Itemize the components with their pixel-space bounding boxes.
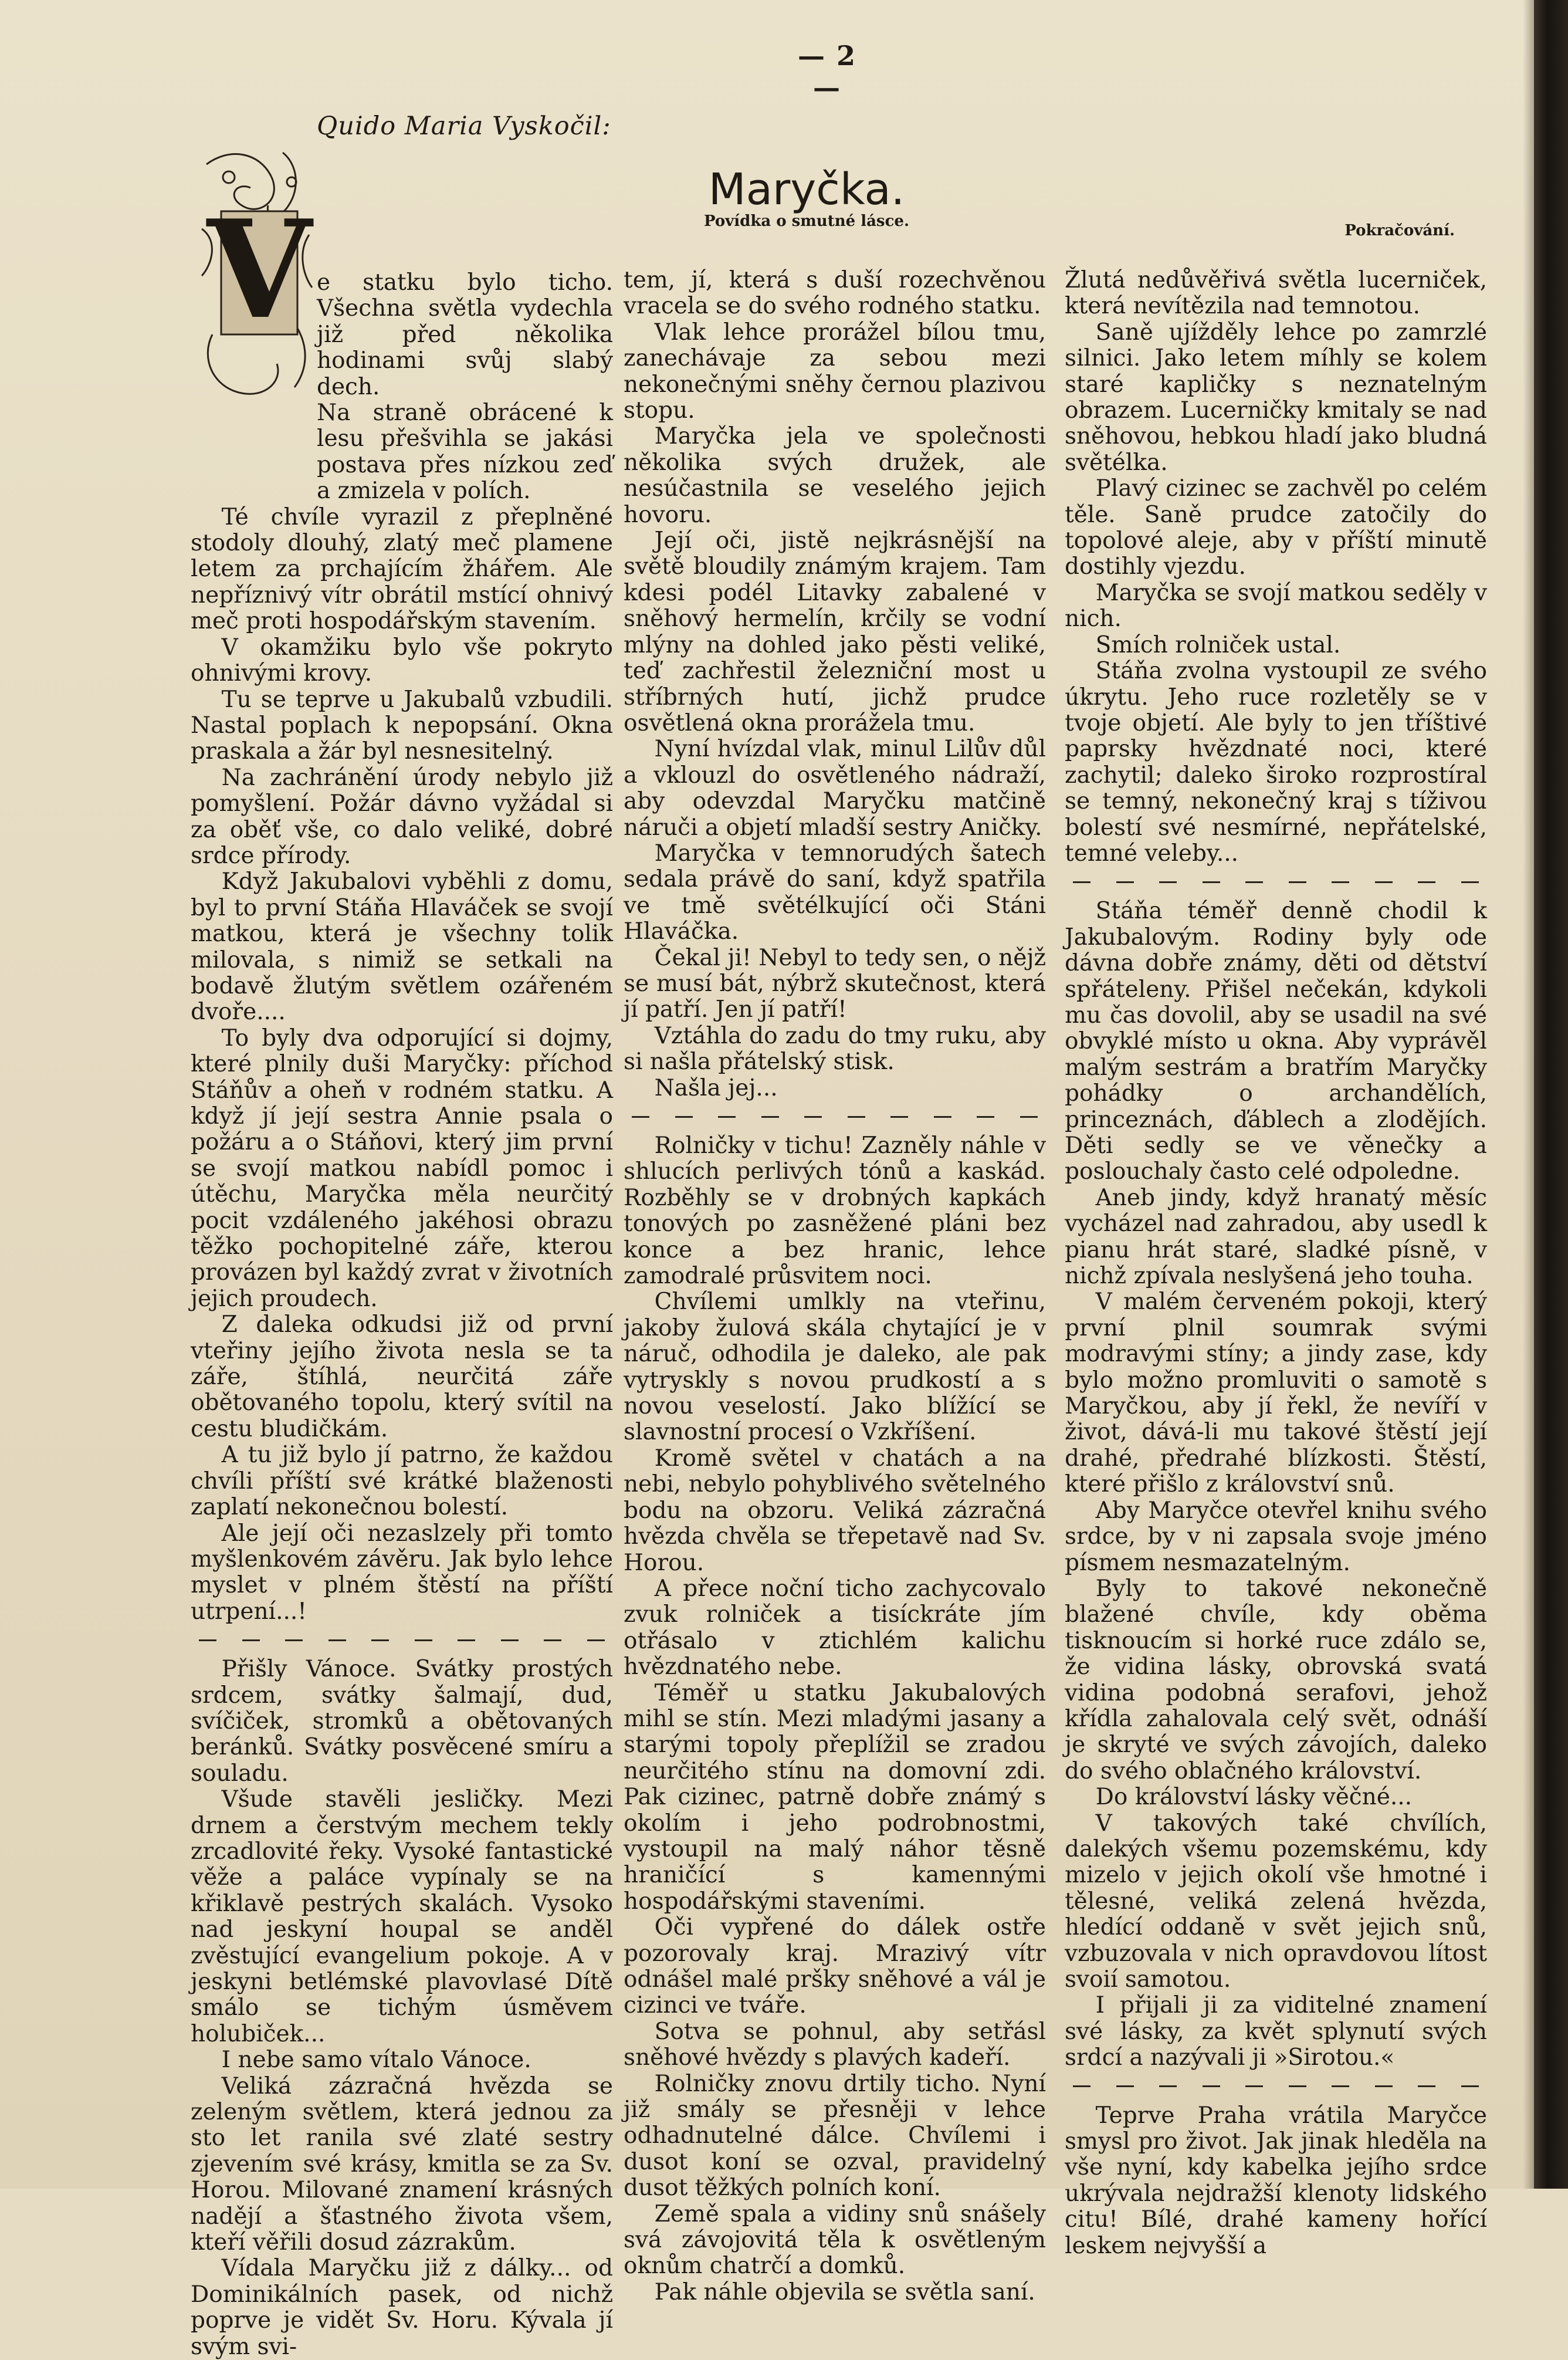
paragraph: Vídala Maryčku již z dálky... od Dominikálních pasek, od nichž poprve je vidět Sv. Horu. Kývala jí svým svi- — [191, 2255, 613, 2360]
paragraph: Všude stavěli jesličky. Mezi drnem a čerstvým mechem tekly zrcadlovité řeky. Vysoké fantastické věže a paláce vypínaly se na křiklavě pestrých skalách. Vysoko nad jeskyní houpal se anděl zvěstující evangelium pokoje. A v jeskyni betlémské plavovlasé Dítě smálo se tichým úsměvem holubiček... — [191, 1786, 613, 2047]
paragraph: V takových také chvílích, dalekých všemu pozemskému, kdy mizelo v jejich okolí vše hmotné i tělesné, veliká zelená hvězda, hledící oddaně v svět jejich snů, vzbuzovala v nich opravdovou lítost svoií samotou. — [1065, 1810, 1487, 1993]
continued-note: Pokračování. — [1345, 222, 1455, 239]
section-divider — [624, 1104, 1046, 1130]
column-3 — [1065, 268, 1487, 2259]
paragraph: Rolničky v tichu! Zazněly náhle v shlucích perlivých tónů a kaskád. Rozběhly se v drobných kapkách tonových po zasněžené pláni bez konce a bez hranic, lehce zamodralé průsvitem noci. — [624, 1132, 1046, 1290]
paragraph: Přišly Vánoce. Svátky prostých srdcem, svátky šalmají, dud, svíčiček, stromků a obětovaných beránků. Svátky posvěcené smíru a souladu. — [191, 1656, 613, 1787]
paragraph: Té chvíle vyrazil z přeplněné stodoly dlouhý, zlatý meč plamene letem za prchajícím žhářem. Ale nepříznivý vítr obrátil mstící ohnivý meč proti hospodářským stavením. — [191, 503, 613, 635]
page-number: — 2 — — [797, 40, 857, 103]
story-subtitle: Povídka o smutné lásce. — [703, 212, 909, 230]
paragraph: A přece noční ticho zachycovalo zvuk rolniček a tisíckráte jím otřásalo v ztichlém kalichu hvězdnatého nebe. — [624, 1575, 1046, 1681]
paragraph: Její oči, jistě nejkrásnější na světě bloudily známým krajem. Tam kdesi podél Litavky zabalené v sněhový hermelín, krčily se vodní mlýny na dohled jako pěsti veliké, teď zachřestil železniční most u stříbrných hutí, jichž prudce osvětlená okna prorážela tmu. — [624, 528, 1046, 736]
paragraph: Vlak lehce prorážel bílou tmu, zanechávaje za sebou mezi nekonečnými sněhy černou plazivou stopu. — [624, 319, 1046, 424]
paragraph: Chvílemi umlkly na vteřinu, jakoby žulová skála chytající je v náruč, odhodila je daleko, ale pak vytryskly s novou prudkostí a s novou veselostí. Jako blížící se slavnostní procesí o Vzkříšení. — [624, 1289, 1046, 1446]
section-divider — [1065, 2074, 1487, 2099]
paragraph: Stáňa téměř denně chodil k Jakubalovým. Rodiny byly ode dávna dobře známy, děti od dětství spřáteleny. Přišel nečekán, kdykoli mu čas dovolil, aby se usadil na své obvyklé místo u okna. Aby vyprávěl malým sestrám a bratřím Maryčky pohádky o archandělích, princeznách, ďáblech a zlodějích. Děti sedly se ve věnečky a poslouchaly často celé odpoledne. — [1065, 898, 1487, 1185]
section-divider — [1065, 869, 1487, 895]
paragraph: Rolničky znovu drtily ticho. Nyní již smály se přesněji v lehce odhadnutelné dálce. Chvílemi i dusot koní se ozval, pravidelný dusot těžkých polních koní. — [624, 2070, 1046, 2202]
book-binding — [1534, 0, 1568, 2189]
paragraph: Na zachránění úrody nebylo již pomyšlení. Požár dávno vyžádal si za oběť vše, co dalo veliké, dobré srdce přírody. — [191, 764, 613, 869]
paragraph: Země spala a vidiny snů snášely svá závojovitá těla k osvětleným oknům chatrčí a domků. — [624, 2200, 1046, 2280]
paragraph: Maryčka jela ve společnosti několika svých družek, ale nesúčastnila se veselého jejich hovoru. — [624, 423, 1046, 528]
section-divider — [191, 1627, 613, 1653]
paragraph: Našla jej... — [654, 1074, 778, 1101]
paragraph: Oči vypřené do dálek ostře pozorovaly kraj. Mrazivý vítr odnášel malé pršky sněhové a vál je cizinci ve tváře. — [624, 1914, 1046, 2019]
paragraph: Čekal ji! Nebyl to tedy sen, o nějž se musí bát, nýbrž skutečnost, která jí patří. Jen jí patří! — [624, 944, 1046, 1023]
paragraph: Maryčka se svojí matkou seděly v nich. — [1065, 579, 1487, 633]
paragraph: Kromě světel v chatách a na nebi, nebylo pohyblivého světelného bodu na obzoru. Veliká zázračná hvězda chvěla se třepetavě nad Sv. Horou. — [624, 1445, 1046, 1576]
paragraph: Teprve Praha vrátila Maryčce smysl pro život. Jak jinak hleděla na vše nyní, kdy kabelka jejího srdce ukrývala nejdražší klenoty lidského citu! Bílé, drahé kameny hořící leskem nejvyšší a — [1065, 2102, 1487, 2259]
paragraph: Vztáhla do zadu do tmy ruku, aby si našla přátelský stisk. — [624, 1022, 1046, 1076]
paragraph: Sotva se pohnul, aby setřásl sněhové hvězdy s plavých kadeří. — [624, 2018, 1046, 2071]
paragraph: I přijali ji za viditelné znamení své lásky, za květ splynutí svých srdcí a nazývali ji »Sirotou.« — [1065, 1992, 1487, 2071]
paragraph: To byly dva odporující si dojmy, které plnily duši Maryčky: příchod Stáňův a oheň v rodném statku. A když jí její sestra Annie psala o požáru a o Stáňovi, který jim první se svojí matkou nabídl pomoc i útěchu, Maryčka měla neurčitý pocit vzdáleného jakéhosi obrazu těžko pochopitelné záře, kterou provázen byl každý zvrat v životních jejich proudech. — [191, 1025, 613, 1312]
paragraph: Z daleka odkudsi již od první vteřiny jejího života nesla se ta záře, štíhlá, neurčitá záře obětovaného topolu, který svítil na cestu bludičkám. — [191, 1311, 613, 1442]
paragraph: Když Jakubalovi vyběhli z domu, byl to první Stáňa Hlaváček se svojí matkou, která je všechny tolik milovala, s nimiž se setkali na bodavě žlutým světlem ozářeném dvoře.... — [191, 868, 613, 1026]
paragraph: e statku bylo ticho. Všechna světla vydechla již před několika hodinami svůj slabý dech. — [317, 269, 613, 400]
paragraph: Žlutá nedůvěřivá světla lucerniček, která nevítězila nad temnotou. — [1065, 267, 1487, 320]
page-shadow — [1523, 0, 1534, 2189]
initial-letter: V — [206, 191, 312, 349]
paragraph: Nyní hvízdal vlak, minul Lilův důl a vklouzl do osvětleného nádraží, aby odevzdal Maryčku matčině náruči a objetí mladší sestry Aničky. — [624, 736, 1046, 841]
paragraph: Byly to takové nekonečně blažené chvíle, kdy oběma tisknoucím si horké ruce zdálo se, že vidina lásky, obrovská svatá vidina podobná serafovi, jehož křídla zahalovala celý svět, odnáší je skryté ve svých závojích, daleko do svého oblačného království. — [1065, 1575, 1487, 1784]
column-2 — [624, 268, 1046, 2305]
paragraph: Do království lásky věčné... — [1095, 1784, 1413, 1811]
column-1 — [191, 270, 613, 2360]
paragraph: Pak náhle objevila se světla saní. — [654, 2278, 1035, 2305]
paragraph: Téměř u statku Jakubalových mihl se stín. Mezi mladými jasany a starými topoly přeplížil se zradou neurčitého stínu na domovní zdi. Pak cizinec, patrně dobře známý s okolím i jeho podrobnostmi, vystoupil na malý náhor těsně hraničící s kamennými hospodářskými staveními. — [624, 1679, 1046, 1915]
paragraph: Plavý cizinec se zachvěl po celém těle. Saně prudce zatočily do topolové aleje, aby v příští minutě dostihly vjezdu. — [1065, 475, 1487, 580]
paragraph: Maryčka v temnorudých šatech sedala právě do saní, když spatřila ve tmě světélkující oči Stáni Hlaváčka. — [624, 840, 1046, 945]
paragraph: Stáňa zvolna vystoupil ze svého úkrytu. Jeho ruce rozletěly se v tvoje objetí. Ale byly to jen tříštivé paprsky hvězdnaté noci, které zachytil; daleko široko rozprostíral se temný, nekonečný kraj s tíživou bolestí své nesmírné, nepřátelské, temné veleby... — [1065, 658, 1487, 867]
paragraph: Smích rolniček ustal. — [1095, 631, 1341, 658]
paragraph: V okamžiku bylo vše pokryto ohnivými krovy. — [191, 634, 613, 687]
paragraph: A tu již bylo jí patrno, že každou chvíli příští své krátké blaženosti zaplatí nekonečnou bolestí. — [191, 1442, 613, 1521]
paragraph: Veliká zázračná hvězda se zeleným světlem, která jednou za sto let ranila své zlaté sestry zjevením své krásy, kmitla se za Sv. Horou. Milované znamení krásných nadějí a šťastného života všem, kteří věřili dosud zázrakům. — [191, 2072, 613, 2256]
story-title: Maryčka. — [708, 164, 905, 215]
author-byline: Quido Maria Vyskočil: — [317, 111, 611, 141]
paragraph: Aby Maryčce otevřel knihu svého srdce, by v ni zapsala svoje jméno písmem nesmazatelným. — [1065, 1497, 1487, 1576]
paragraph: Aneb jindy, když hranatý měsíc vycházel nad zahradou, aby usedl k pianu hrát staré, sladké písně, v nichž zpívala neslyšená jeho touha. — [1065, 1184, 1487, 1290]
paragraph: tem, jí, která s duší rozechvěnou vracela se do svého rodného statku. — [624, 267, 1046, 320]
paragraph: Na straně obrácené k lesu přešvihla se jakási postava přes nízkou zeď a zmizela v polích. — [317, 400, 613, 505]
paragraph: Tu se teprve u Jakubalů vzbudili. Nastal poplach k nepopsání. Okna praskala a žár byl nesnesitelný. — [191, 686, 613, 765]
paragraph: V malém červeném pokoji, který první plnil soumrak svými modravými stíny; a jindy zase, kdy bylo možno promluviti o samotě s Maryčkou, aby jí řekl, že nevíří v život, dává-li mu takové štěstí její drahé, předrahé blízkosti. Štěstí, které přišlo z království snů. — [1065, 1289, 1487, 1498]
paragraph: Saně ujížděly lehce po zamrzlé silnici. Jako letem míhly se kolem staré kapličky s neznatelným obrazem. Lucerničky kmitaly se nad sněhovou, hebkou hladí jako bludná světélka. — [1065, 319, 1487, 476]
paragraph: I nebe samo vítalo Vánoce. — [221, 2047, 531, 2074]
paragraph: Ale její oči nezaslzely při tomto myšlenkovém závěru. Jak bylo lehce myslet v plném štěstí na příští utrpení...! — [191, 1520, 613, 1625]
